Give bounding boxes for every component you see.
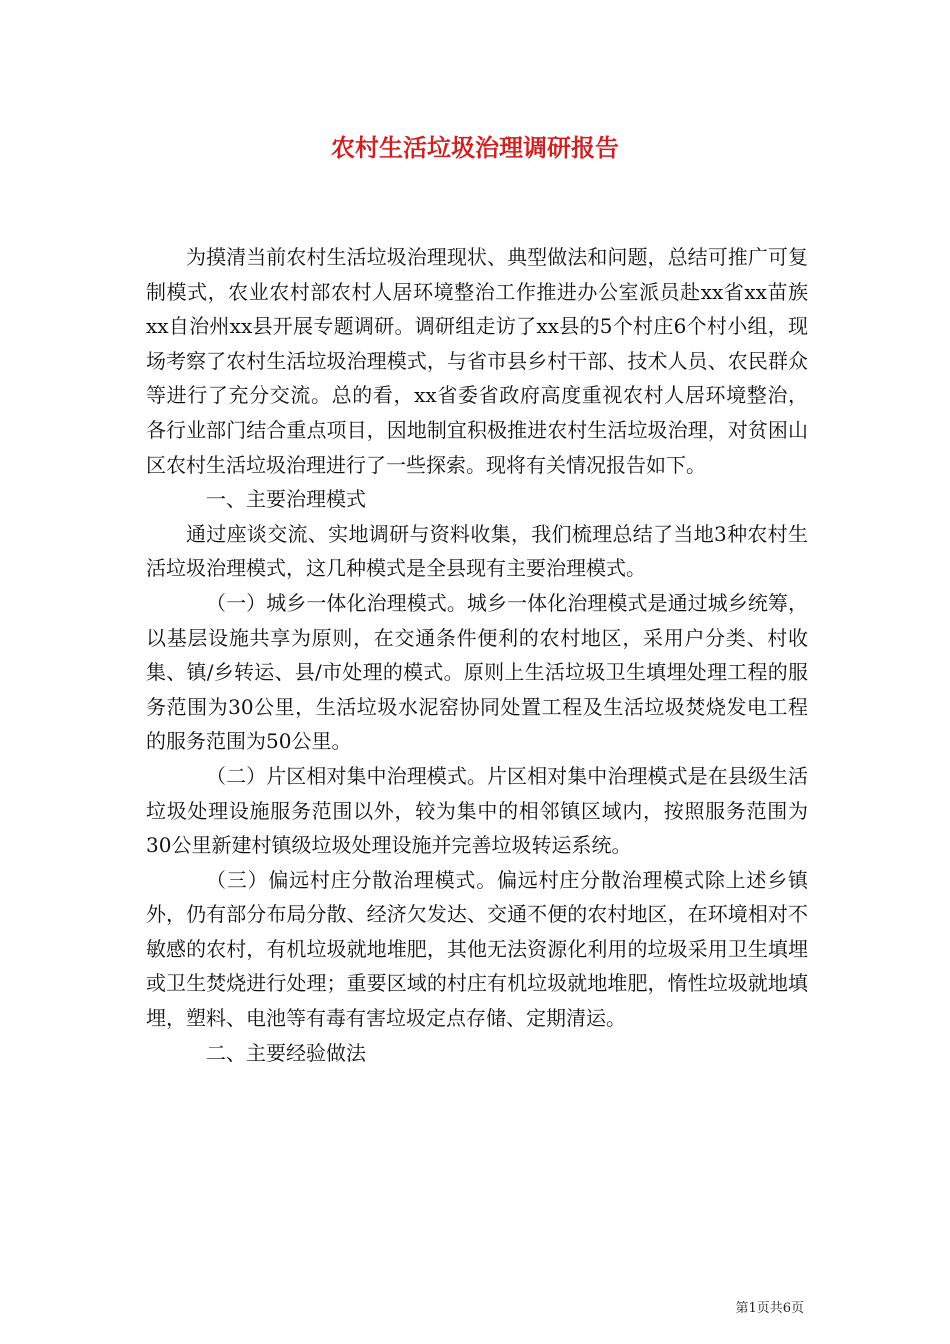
section-heading-1: 一、主要治理模式 [206,487,366,512]
document-body [146,240,808,1070]
paragraph-mode-1: （一）城乡一体化治理模式。城乡一体化治理模式是通过城乡统筹，以基层设施共享为原则，在交通条件便利的农村地区，采用户分类、村收集、镇/乡转运、县/市处理的模式。原则上生活垃圾卫生填埋处理工程的服务范围为30公里，生活垃圾水泥窑协同处置工程及生活垃圾焚烧发电工程的服务范围为50公里。 [146,590,808,754]
page-number: 第1页共6页 [735,1301,804,1316]
document-title: 农村生活垃圾治理调研报告 [331,133,619,162]
paragraph-intro: 为摸清当前农村生活垃圾治理现状、典型做法和问题，总结可推广可复制模式，农业农村部农村人居环境整治工作推进办公室派员赴xx省xx苗族xx自治州xx县开展专题调研。调研组走访了xx县的5个村庄6个村小组，现场考察了农村生活垃圾治理模式，与省市县乡村干部、技术人员、农民群众等进行了充分交流。总的看，xx省委省政府高度重视农村人居环境整治，各行业部门结合重点项目，因地制宜积极推进农村生活垃圾治理，对贫困山区农村生活垃圾治理进行了一些探索。现将有关情况报告如下。 [146,245,808,477]
section-heading-2: 二、主要经验做法 [206,1040,366,1065]
paragraph-section-1-intro: 通过座谈交流、实地调研与资料收集，我们梳理总结了当地3种农村生活垃圾治理模式，这几种模式是全县现有主要治理模式。 [146,521,808,581]
paragraph-mode-3: （三）偏远村庄分散治理模式。偏远村庄分散治理模式除上述乡镇外，仍有部分布局分散、经济欠发达、交通不便的农村地区，在环境相对不敏感的农村，有机垃圾就地堆肥，其他无法资源化利用的垃圾采用卫生填埋或卫生焚烧进行处理；重要区域的村庄有机垃圾就地堆肥，惰性垃圾就地填埋，塑料、电池等有毒有害垃圾定点存储、定期清运。 [146,867,808,1031]
paragraph-mode-2: （二）片区相对集中治理模式。片区相对集中治理模式是在县级生活垃圾处理设施服务范围以外，较为集中的相邻镇区域内，按照服务范围为30公里新建村镇级垃圾处理设施并完善垃圾转运系统。 [146,763,808,858]
